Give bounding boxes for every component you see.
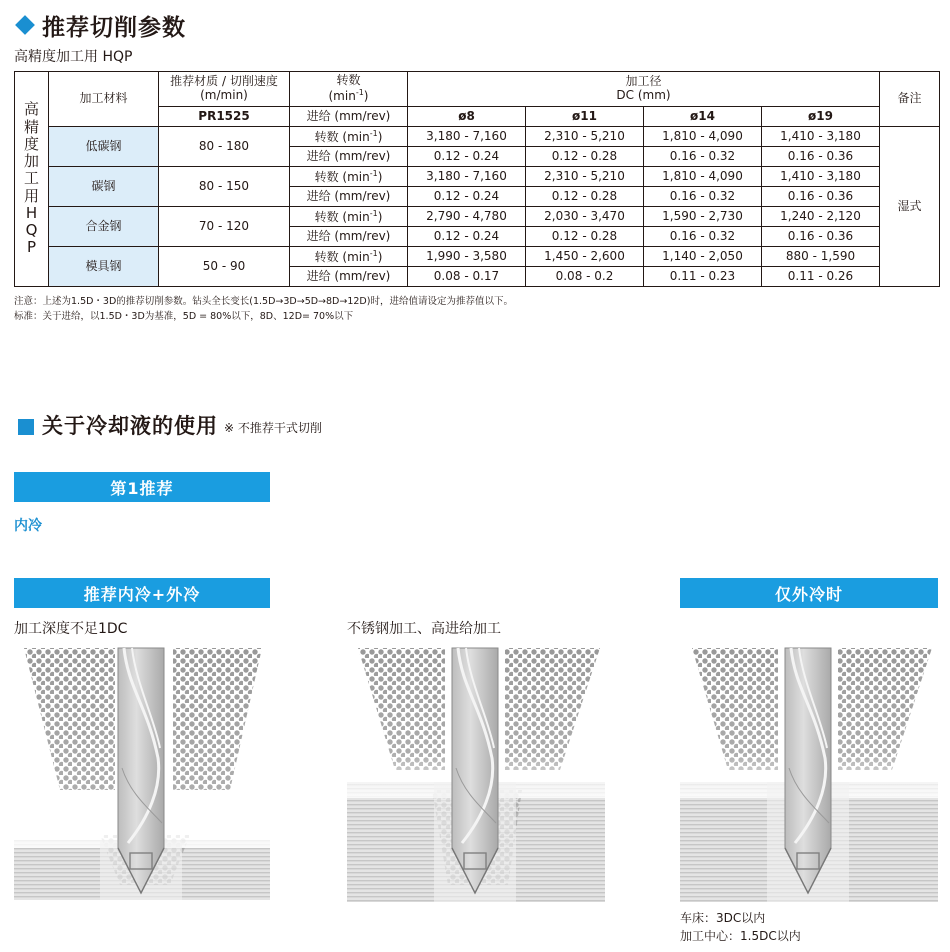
grade-cell: PR1525 [159, 107, 290, 127]
coolant-title: 关于冷却液的使用 [42, 414, 218, 438]
illustration-stainless [347, 648, 605, 902]
rpm-label: 转数 $(\min^{-1})$ [290, 127, 408, 147]
square-bullet-icon [18, 419, 34, 435]
caption-depth: 加工深度不足1DC [14, 621, 128, 637]
section-header [14, 10, 186, 40]
rpm-value: 880 - 1,590 [762, 247, 880, 267]
side-label-char: P [26, 238, 37, 257]
rpm-value: 2,030 - 3,470 [526, 207, 644, 227]
side-label [15, 72, 49, 287]
rpm-value: 3,180 - 7,160 [408, 167, 526, 187]
header-rpm: 转数 $(\min^{-1})$ [290, 72, 408, 107]
rpm-value: 2,790 - 4,780 [408, 207, 526, 227]
feed-value: 0.16 - 0.32 [644, 147, 762, 167]
rpm-value: 1,240 - 2,120 [762, 207, 880, 227]
feed-value: 0.12 - 0.28 [526, 147, 644, 167]
section-title: 推荐切削参数 [42, 14, 186, 41]
side-label-char: 加 [23, 152, 39, 171]
feed-value: 0.16 - 0.36 [762, 147, 880, 167]
coolant-illustrations [0, 640, 950, 910]
feed-value: 0.16 - 0.36 [762, 187, 880, 207]
rpm-value: 1,410 - 3,180 [762, 167, 880, 187]
remark-cell: 湿式 [880, 127, 940, 287]
material-cell: 模具钢 [49, 247, 159, 287]
rpm-value: 2,310 - 5,210 [526, 127, 644, 147]
rpm-value: 2,310 - 5,210 [526, 167, 644, 187]
speed-cell: 70 - 120 [159, 207, 290, 247]
lathe-note: 车床：3DC以内 [680, 911, 766, 925]
feed-value: 0.16 - 0.32 [644, 187, 762, 207]
feed-value: 0.12 - 0.24 [408, 147, 526, 167]
section-subtitle: 高精度加工用 HQP [14, 49, 133, 65]
speed-cell: 80 - 150 [159, 167, 290, 207]
feed-value: 0.12 - 0.24 [408, 227, 526, 247]
coolant-note: ※ 不推荐干式切削 [224, 421, 322, 435]
rpm-value: 3,180 - 7,160 [408, 127, 526, 147]
rpm-label: 转数 $(\min^{-1})$ [290, 207, 408, 227]
material-cell: 低碳钢 [49, 127, 159, 167]
illustration-external-only [680, 648, 938, 902]
diameter-header: ø8 [408, 107, 526, 127]
feed-value: 0.12 - 0.28 [526, 187, 644, 207]
note-line: 标准：关于进给，以1.5D・3D为基准，5D = 80%以下，8D、12D= 70%以下 [14, 311, 354, 322]
rpm-value: 1,810 - 4,090 [644, 167, 762, 187]
speed-cell: 80 - 180 [159, 127, 290, 167]
feed-value: 0.16 - 0.36 [762, 227, 880, 247]
feed-header: 进给 (mm/rev) [290, 107, 408, 127]
side-label-char: H [25, 203, 38, 222]
rpm-value: 1,590 - 2,730 [644, 207, 762, 227]
table-row [15, 167, 940, 187]
feed-label: 进给 (mm/rev) [290, 147, 408, 167]
header-speed: 推荐材质 / 切削速度 (m/min) [159, 72, 290, 107]
rpm-value: 1,450 - 2,600 [526, 247, 644, 267]
header-material: 加工材料 [49, 72, 159, 127]
feed-value: 0.11 - 0.26 [762, 267, 880, 287]
feed-label: 进给 (mm/rev) [290, 227, 408, 247]
material-cell: 合金钢 [49, 207, 159, 247]
side-label-char: 用 [23, 186, 39, 205]
side-label-char: 度 [23, 134, 39, 153]
side-label-char: 工 [23, 169, 39, 188]
illustration-internal-external [14, 648, 270, 900]
diameter-header: ø14 [644, 107, 762, 127]
first-recommend-bar: 第1推荐 [14, 472, 270, 502]
cutting-parameters-table [14, 71, 940, 287]
diameter-header: ø11 [526, 107, 644, 127]
caption-stainless: 不锈钢加工、高进给加工 [347, 621, 501, 637]
rpm-value: 1,140 - 2,050 [644, 247, 762, 267]
table-row [15, 127, 940, 147]
feed-value: 0.12 - 0.24 [408, 187, 526, 207]
rpm-label: 转数 $(\min^{-1})$ [290, 167, 408, 187]
material-cell: 碳钢 [49, 167, 159, 207]
header-dc: 加工径 DC (mm) [408, 72, 880, 107]
coolant-section-header [14, 410, 322, 440]
feed-value: 0.08 - 0.2 [526, 267, 644, 287]
rpm-label: 转数 $(\min^{-1})$ [290, 247, 408, 267]
side-label-char: 高 [23, 100, 39, 119]
feed-value: 0.08 - 0.17 [408, 267, 526, 287]
feed-value: 0.16 - 0.32 [644, 227, 762, 247]
table-row [15, 207, 940, 227]
note-line: 注意：上述为1.5D・3D的推荐切削参数。钻头全长变长(1.5D→3D→5D→8D→12D)时，进给值请设定为推荐值以下。 [14, 296, 513, 307]
combo-coolant-bar: 推荐内冷+外冷 [14, 578, 270, 608]
table-row [15, 247, 940, 267]
rpm-value: 1,810 - 4,090 [644, 127, 762, 147]
feed-label: 进给 (mm/rev) [290, 187, 408, 207]
speed-cell: 50 - 90 [159, 247, 290, 287]
rpm-value: 1,990 - 3,580 [408, 247, 526, 267]
diameter-header: ø19 [762, 107, 880, 127]
rpm-value: 1,410 - 3,180 [762, 127, 880, 147]
diamond-bullet-icon [15, 15, 35, 35]
feed-label: 进给 (mm/rev) [290, 267, 408, 287]
side-label-char: 精 [23, 117, 39, 136]
machining-center-note: 加工中心：1.5DC以内 [680, 929, 801, 943]
external-only-bar: 仅外冷时 [680, 578, 938, 608]
side-label-char: Q [25, 221, 38, 240]
internal-coolant-label: 内冷 [14, 518, 42, 534]
feed-value: 0.11 - 0.23 [644, 267, 762, 287]
header-remark: 备注 [880, 72, 940, 127]
feed-value: 0.12 - 0.28 [526, 227, 644, 247]
